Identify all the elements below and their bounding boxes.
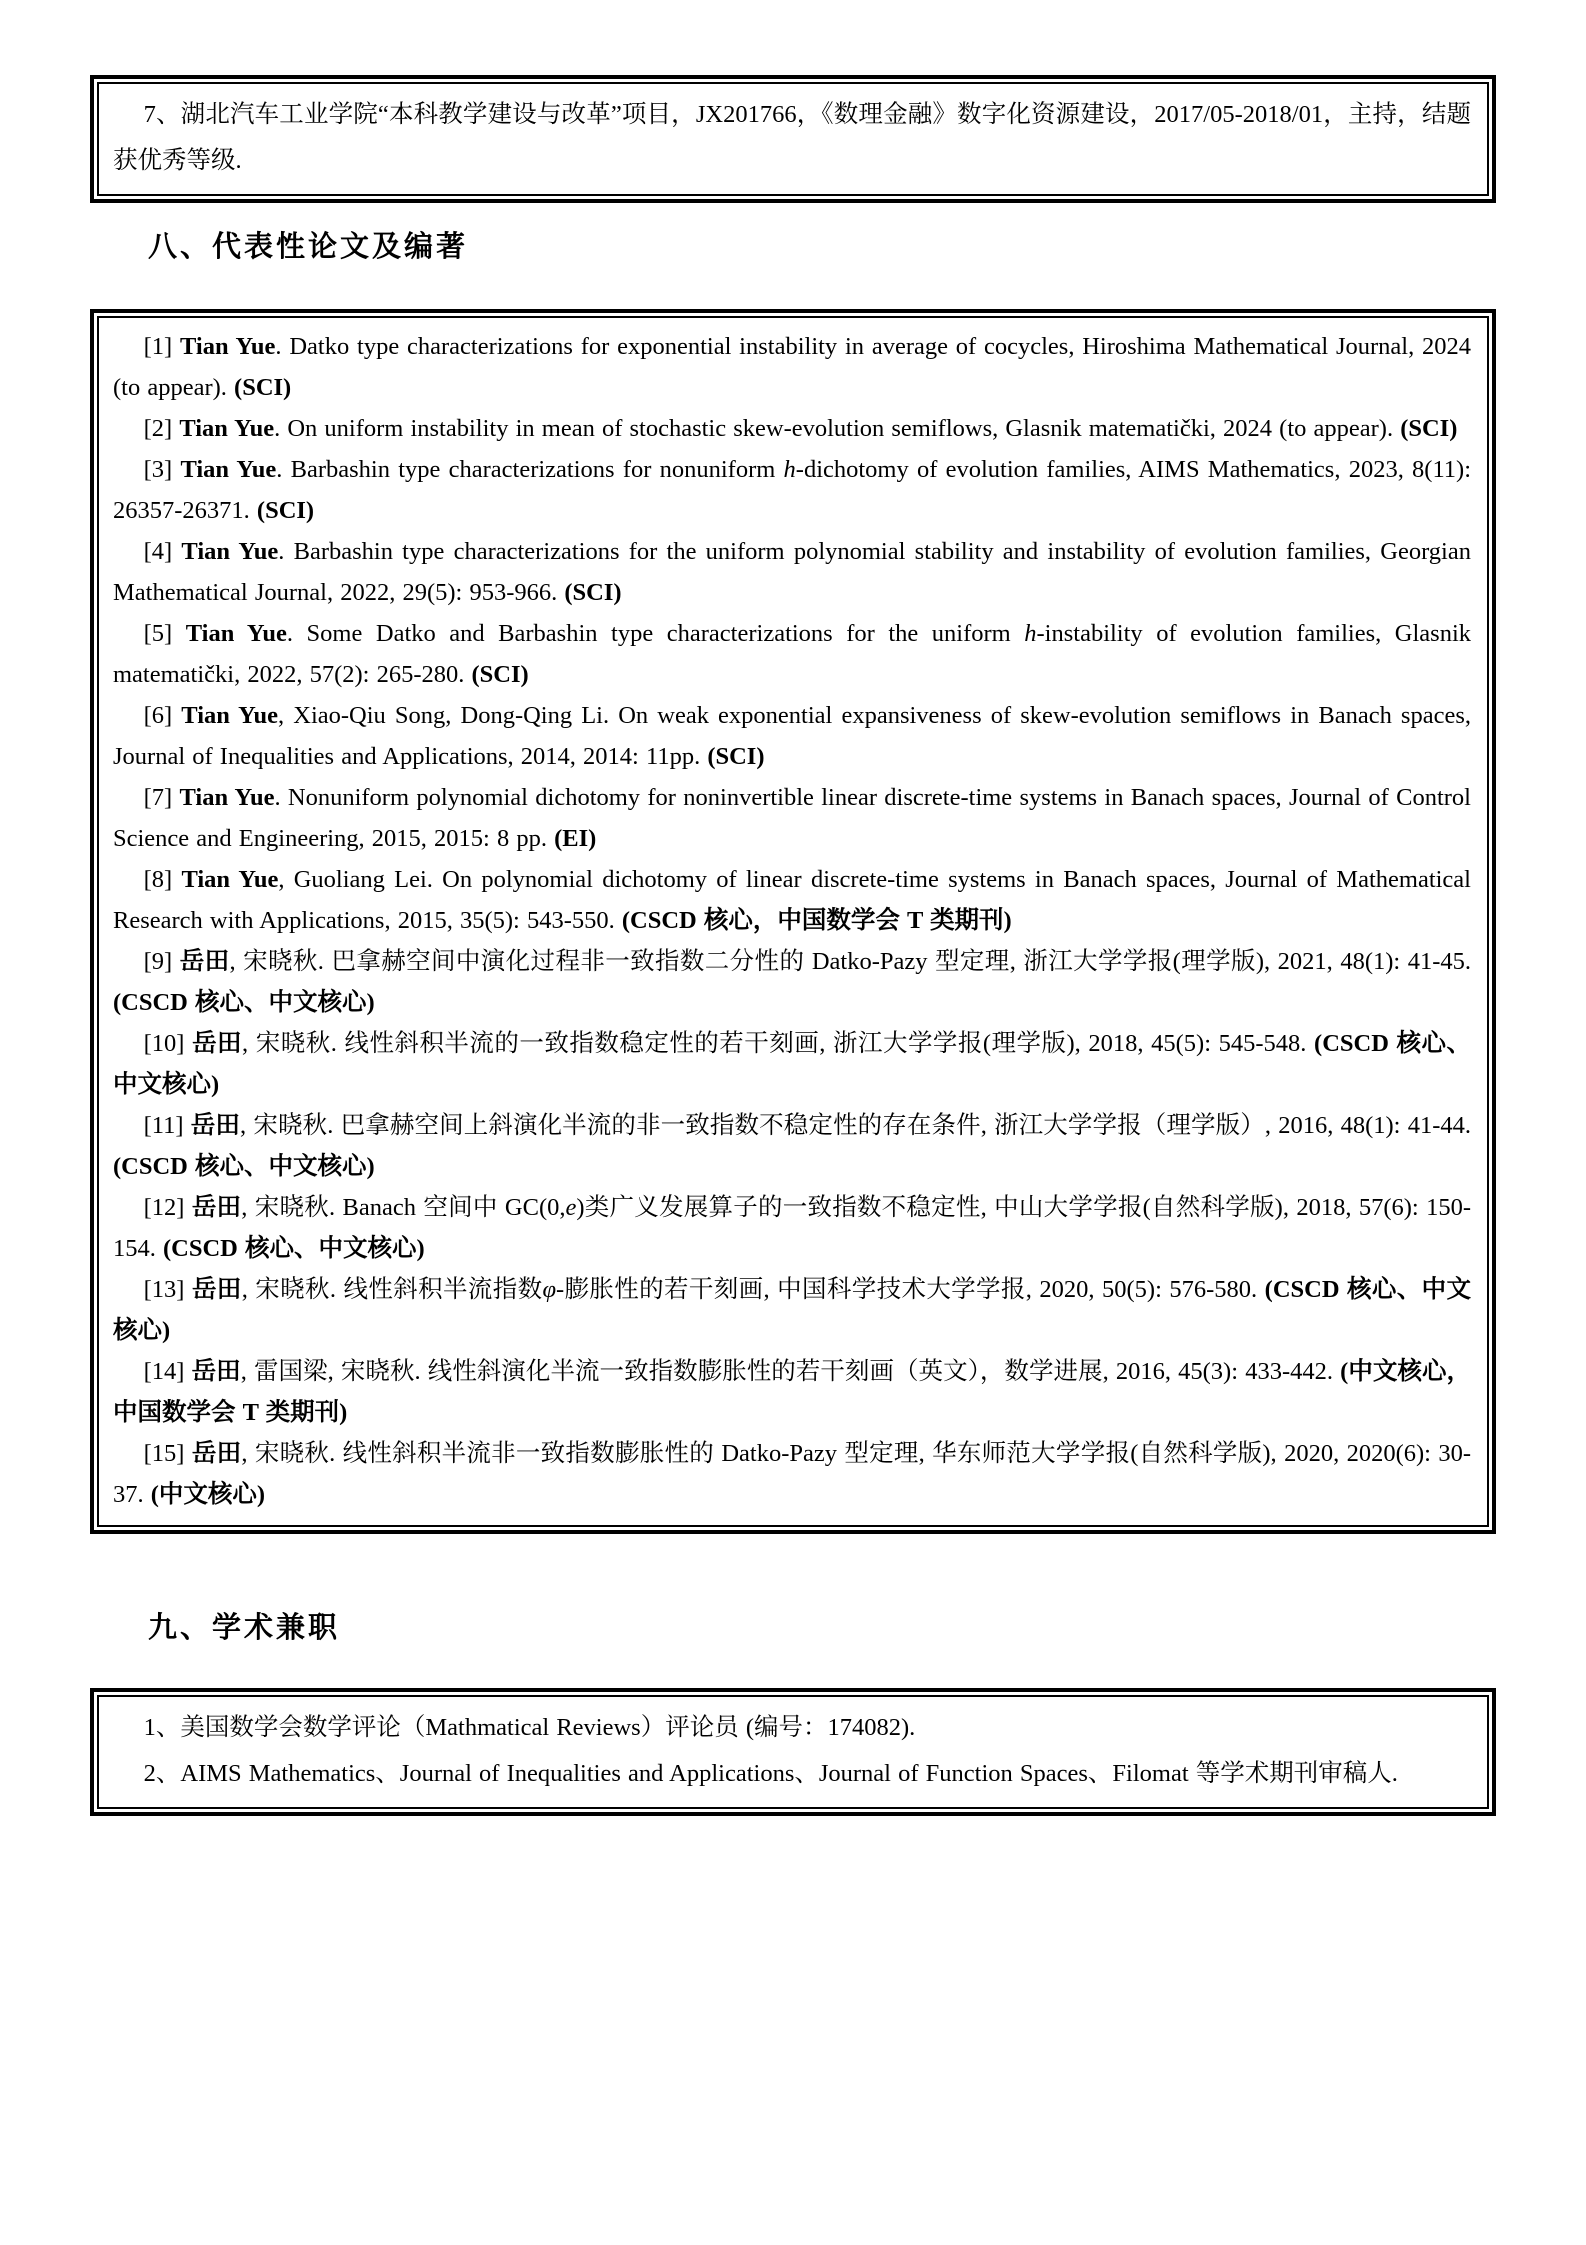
text-segment: , Xiao-Qiu Song, Dong-Qing Li. On weak exponential expansiveness of skew-evolution semiflows in Banach spaces, Journal of Inequalities and Applications, 2014, 2014: 11pp. — [113, 702, 1471, 770]
publication-item — [113, 941, 1471, 1023]
publication-item — [113, 1023, 1471, 1105]
text-segment: . Some Datko and Barbashin type characterizations for the uniform — [286, 620, 1025, 647]
emphasis-text: Tian Yue — [185, 620, 287, 647]
text-segment: [5] — [143, 620, 186, 647]
emphasis-text: (EI) — [554, 825, 597, 852]
emphasis-text: Tian Yue — [180, 456, 277, 483]
project-item-list — [113, 92, 1471, 184]
text-segment: [10] — [143, 1030, 193, 1057]
text-segment: 7、湖北汽车工业学院“本科教学建设与改革”项目，JX201766，《数理金融》数字化资源建设，2017/05-2018/01，主持，结题获优秀等级. — [113, 101, 1471, 174]
emphasis-text: Tian Yue — [181, 866, 279, 893]
text-segment: [13] — [143, 1276, 192, 1303]
academic-service-box — [90, 1688, 1496, 1816]
section-8-heading: 八、代表性论文及编著 — [148, 231, 469, 263]
text-segment: [8] — [143, 866, 182, 893]
academic-service-item — [113, 1751, 1471, 1797]
emphasis-text: (中文核心) — [150, 1481, 266, 1508]
text-segment: )类广义发展算子的一致指数不稳定性, 中山大学学报(自然科学版), 2018, 57(6): 150-154. — [113, 1194, 1471, 1262]
publication-item — [113, 531, 1471, 613]
emphasis-text: (CSCD 核心、中文核心) — [113, 1153, 375, 1180]
publication-item — [113, 695, 1471, 777]
emphasis-text: Tian Yue — [181, 702, 279, 729]
italic-variable: h — [1024, 620, 1037, 647]
emphasis-text: (SCI) — [256, 497, 315, 524]
text-segment: -instability of evolution families, Glasnik matematički, 2022, 57(2): 265-280. — [113, 620, 1472, 688]
project-continuation-box-inner — [97, 82, 1489, 196]
emphasis-text: 岳田 — [191, 1194, 242, 1221]
text-segment: , 宋晓秋. Banach 空间中 GC(0, — [241, 1194, 566, 1221]
emphasis-text: 岳田 — [191, 1358, 241, 1385]
text-segment: . Nonuniform polynomial dichotomy for noninvertible linear discrete-time systems in Banach spaces, Journal of Control Science and Engineering, 2015, 2015: 8 pp. — [113, 784, 1471, 852]
text-segment: 1、美国数学会数学评论（Mathmatical Reviews）评论员 (编号：174082). — [143, 1714, 916, 1741]
text-segment: , Guoliang Lei. On polynomial dichotomy of linear discrete-time systems in Banach spaces, Journal of Mathematical Research with Applications, 2015, 35(5): 543-550. — [113, 866, 1471, 934]
publication-list — [113, 326, 1471, 1515]
academic-service-box-inner — [97, 1695, 1489, 1809]
text-segment: , 雷国梁, 宋晓秋. 线性斜演化半流一致指数膨胀性的若干刻画（英文），数学进展, 2016, 45(3): 433-442. — [240, 1358, 1341, 1385]
emphasis-text: 岳田 — [190, 1112, 241, 1139]
text-segment: [3] — [143, 456, 181, 483]
publication-item — [113, 613, 1471, 695]
publication-item — [113, 777, 1471, 859]
emphasis-text: (CSCD 核心、中文核心) — [113, 989, 375, 1016]
text-segment: -dichotomy of evolution families, AIMS Mathematics, 2023, 8(11): 26357-26371. — [113, 456, 1472, 524]
text-segment: [11] — [143, 1112, 191, 1139]
emphasis-text: (CSCD 核心、中文核心) — [113, 1030, 1471, 1098]
text-segment: . Datko type characterizations for exponential instability in average of cocycles, Hiroshima Mathematical Journal, 2024 (to appear). — [113, 333, 1471, 401]
emphasis-text: (CSCD 核心、中文核心) — [163, 1235, 425, 1262]
emphasis-text: (SCI) — [1400, 415, 1458, 442]
italic-variable: e — [565, 1194, 577, 1221]
text-segment: [9] — [143, 948, 180, 975]
publication-item — [113, 1105, 1471, 1187]
emphasis-text: (中文核心，中国数学会 T 类期刊) — [113, 1358, 1471, 1426]
publication-item — [113, 1351, 1471, 1433]
text-segment: [15] — [143, 1440, 192, 1467]
publication-item — [113, 1433, 1471, 1515]
text-segment: . On uniform instability in mean of stochastic skew-evolution semiflows, Glasnik matematički, 2024 (to appear). — [274, 415, 1401, 442]
publication-item — [113, 326, 1471, 408]
text-segment: -膨胀性的若干刻画, 中国科学技术大学学报, 2020, 50(5): 576-580. — [556, 1276, 1265, 1303]
text-segment: [7] — [143, 784, 180, 811]
publication-item — [113, 1187, 1471, 1269]
text-segment: . Barbashin type characterizations for the uniform polynomial stability and instability of evolution families, Georgian Mathematical Journal, 2022, 29(5): 953-966. — [113, 538, 1471, 606]
italic-variable: φ — [542, 1276, 557, 1303]
emphasis-text: (SCI) — [471, 661, 529, 688]
publication-item — [113, 1269, 1471, 1351]
emphasis-text: Tian Yue — [180, 333, 276, 360]
emphasis-text: (SCI) — [564, 579, 622, 606]
text-segment: [2] — [143, 415, 180, 442]
emphasis-text: Tian Yue — [179, 784, 275, 811]
emphasis-text: (SCI) — [707, 743, 765, 770]
text-segment: , 宋晓秋. 巴拿赫空间上斜演化半流的非一致指数不稳定性的存在条件, 浙江大学学报（理学版）, 2016, 48(1): 41-44. — [240, 1112, 1472, 1139]
text-segment: , 宋晓秋. 线性斜积半流指数 — [241, 1276, 543, 1303]
italic-variable: h — [783, 456, 796, 483]
publication-item — [113, 859, 1471, 941]
text-segment: 2、AIMS Mathematics、Journal of Inequalities and Applications、Journal of Function Spaces、Filomat 等学术期刊审稿人. — [143, 1760, 1398, 1787]
publications-box — [90, 309, 1496, 1534]
emphasis-text: (CSCD 核心，中国数学会 T 类期刊) — [621, 907, 1012, 934]
section-9-heading: 九、学术兼职 — [148, 1612, 341, 1644]
publication-item — [113, 408, 1471, 449]
academic-service-item — [113, 1705, 1471, 1751]
text-segment: , 宋晓秋. 线性斜积半流的一致指数稳定性的若干刻画, 浙江大学学报(理学版), 2018, 45(5): 545-548. — [242, 1030, 1315, 1057]
emphasis-text: (CSCD 核心、中文核心) — [113, 1276, 1471, 1344]
text-segment: , 宋晓秋. 线性斜积半流非一致指数膨胀性的 Datko-Pazy 型定理, 华东师范大学学报(自然科学版), 2020, 2020(6): 30-37. — [113, 1440, 1471, 1508]
emphasis-text: 岳田 — [192, 1030, 243, 1057]
publications-box-inner — [97, 316, 1489, 1527]
emphasis-text: (SCI) — [234, 374, 292, 401]
project-item — [113, 92, 1471, 184]
text-segment: . Barbashin type characterizations for nonuniform — [276, 456, 784, 483]
emphasis-text: 岳田 — [191, 1440, 242, 1467]
text-segment: [6] — [143, 702, 182, 729]
publication-item — [113, 449, 1471, 531]
emphasis-text: Tian Yue — [181, 538, 279, 565]
text-segment: [12] — [143, 1194, 192, 1221]
emphasis-text: Tian Yue — [179, 415, 275, 442]
project-continuation-box — [90, 75, 1496, 203]
text-segment: , 宋晓秋. 巴拿赫空间中演化过程非一致指数二分性的 Datko-Pazy 型定理, 浙江大学学报(理学版), 2021, 48(1): 41-45. — [229, 948, 1471, 975]
text-segment: [4] — [143, 538, 182, 565]
academic-service-list — [113, 1705, 1471, 1797]
emphasis-text: 岳田 — [191, 1276, 242, 1303]
text-segment: [14] — [143, 1358, 192, 1385]
emphasis-text: 岳田 — [179, 948, 230, 975]
text-segment: [1] — [143, 333, 180, 360]
